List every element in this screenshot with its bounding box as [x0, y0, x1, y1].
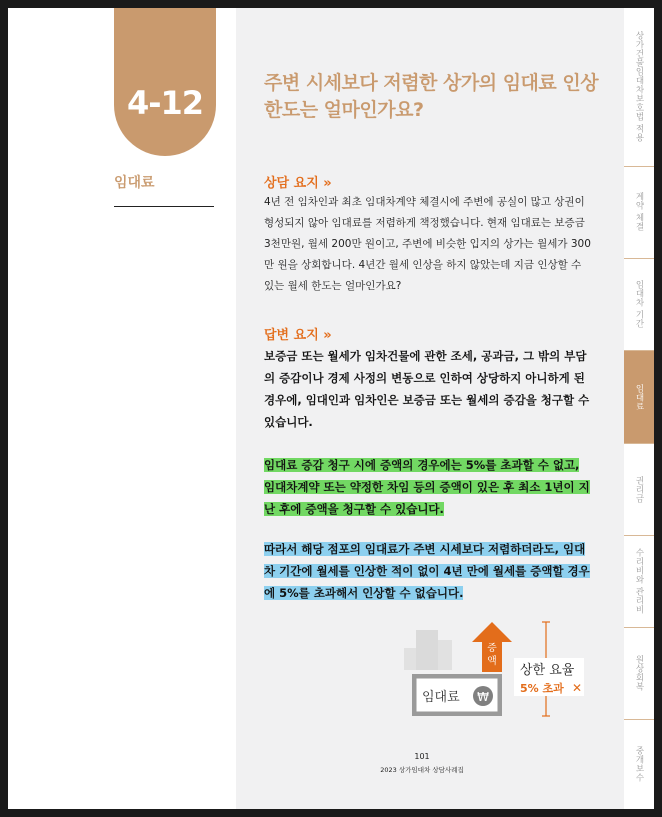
limit-value: 5% 초과: [520, 682, 564, 695]
consult-label: [264, 172, 332, 191]
limit-label: 상한 요율: [520, 663, 575, 678]
footer-text: 2023 상가임대차 상담사례집: [380, 766, 464, 774]
answer-label: [264, 324, 332, 343]
consult-label-text: 상담 요지: [264, 176, 319, 191]
side-tab-bar: [624, 8, 654, 809]
answer-paragraph-3: [264, 538, 594, 604]
chapter-number: 4-12: [126, 84, 204, 122]
answer-paragraph-2: [264, 454, 594, 520]
building-icon: [404, 630, 452, 670]
tab-lease-term[interactable]: [624, 258, 654, 351]
page-number: 101: [414, 752, 430, 761]
arrow-label-top: 증: [487, 643, 497, 654]
answer-paragraph-1: 보증금 또는 월세가 임차건물에 관한 조세, 공과금, 그 밖의 부담의 증감이나 경제 사정의 변동으로 인하여 상당하지 아니하게 된 경우에, 임대인과 임차인은 보증금 또는 월세의 증감을 청구할 수 있습니다.: [264, 349, 590, 429]
answer-paragraph-3-text: 따라서 해당 점포의 임대료가 주변 시세보다 저렴하더라도, 임대차 기간에 월세를 인상한 적이 없이 4년 만에 월세를 증액할 경우에 5%를 초과해서 인상할 수 없습니다.: [264, 542, 590, 600]
tab-label: 원상회복: [634, 655, 644, 691]
arrow-label-bottom: 액: [487, 656, 497, 667]
double-chevron-icon: »: [323, 328, 332, 343]
tab-restoration[interactable]: [624, 627, 654, 720]
answer-label-text: 답변 요지: [264, 328, 319, 343]
double-chevron-icon: »: [323, 176, 332, 191]
rent-box: [412, 674, 502, 716]
tab-label: 상가건물임대차보호법 적용: [634, 31, 644, 143]
tab-rent[interactable]: [624, 351, 654, 444]
tab-label: 권리금: [634, 475, 644, 503]
section-title: 임대료: [114, 175, 155, 191]
won-symbol: ₩: [477, 690, 489, 704]
tab-label: 수리비와 관리비: [634, 547, 644, 615]
increase-arrow-icon: [472, 622, 512, 672]
rent-box-label: 임대료: [422, 690, 460, 705]
tab-premium[interactable]: [624, 443, 654, 536]
left-column: [8, 8, 236, 809]
tab-label: 임대료: [634, 383, 644, 411]
cross-icon: ✕: [572, 681, 583, 695]
question-title: 주변 시세보다 저렴한 상가의 임대료 인상 한도는 얼마인가요?: [264, 72, 599, 121]
tab-contract[interactable]: [624, 166, 654, 259]
answer-paragraph-2-text: 임대료 증감 청구 시에 증액의 경우에는 5%를 초과할 수 없고, 임대차계약 또는 약정한 차임 등의 증액이 있은 후 최소 1년이 지난 후에 증액을 청구할 수 있습니다.: [264, 458, 590, 516]
tab-label: 임대차 기간: [634, 279, 644, 329]
tab-label: 계약 체결: [634, 192, 644, 232]
tab-label: 중개보수: [634, 746, 644, 782]
tab-brokerage[interactable]: [624, 719, 654, 809]
consult-text: 4년 전 임차인과 최초 임대차계약 체결시에 주변에 공실이 많고 상권이 형성되지 않아 임대료를 저렴하게 책정했습니다. 현재 임대료는 보증금 3천만원, 월세 200만 원이고, 주변에 비슷한 입지의 상가는 월세가 300만 원을 상회합니다. 4년간 월세 인상을 하지 않았는데 지금 인상할 수 있는 월세 한도는 얼마인가요?: [264, 196, 591, 292]
rent-increase-illustration: [400, 620, 600, 724]
chapter-badge: [114, 8, 216, 156]
section-divider: [114, 206, 214, 207]
tab-repair-management[interactable]: [624, 535, 654, 628]
tab-lease-protection-act[interactable]: [624, 8, 654, 167]
